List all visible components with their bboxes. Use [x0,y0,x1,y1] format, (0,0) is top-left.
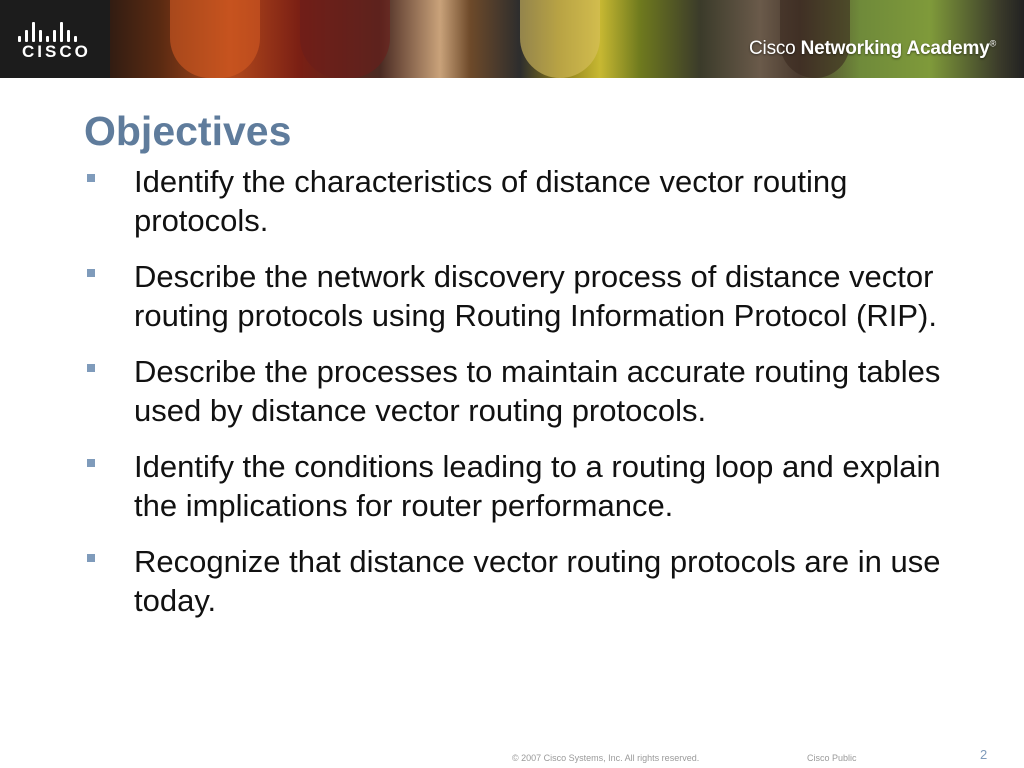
banner-photo-1 [170,0,260,78]
bullet-square-icon [87,269,95,277]
objective-item [84,542,944,620]
cisco-bridge-icon [18,20,98,42]
bullet-square-icon [87,554,95,562]
objectives-list [84,162,944,637]
page-number: 2 [980,747,988,762]
header-banner [0,0,1024,78]
bullet-square-icon [87,174,95,182]
academy-brand-rest: Networking Academy [800,38,990,59]
cisco-logo [0,0,110,78]
objective-text: Describe the processes to maintain accurate routing tables used by distance vector routing protocols. [134,354,941,428]
objective-item [84,352,944,430]
registered-mark: ® [989,38,996,49]
objective-item [84,162,944,240]
objective-item [84,257,944,335]
slide-title: Objectives [84,108,292,154]
banner-photo-2 [300,0,390,78]
academy-brand-cisco: Cisco [749,38,796,59]
objective-item [84,447,944,525]
banner-photo-3 [520,0,600,78]
objective-text: Describe the network discovery process of distance vector routing protocols using Routing Information Protocol (RIP). [134,259,937,333]
footer-copyright: © 2007 Cisco Systems, Inc. All rights reserved. [512,753,700,763]
bullet-square-icon [87,459,95,467]
footer-classification: Cisco Public [807,753,857,763]
objective-text: Identify the characteristics of distance vector routing protocols. [134,164,848,238]
objective-text: Recognize that distance vector routing protocols are in use today. [134,544,941,618]
cisco-logo-text: CISCO [22,42,91,61]
bullet-square-icon [87,364,95,372]
objective-text: Identify the conditions leading to a routing loop and explain the implications for router performance. [134,449,941,523]
academy-brand [749,38,996,60]
